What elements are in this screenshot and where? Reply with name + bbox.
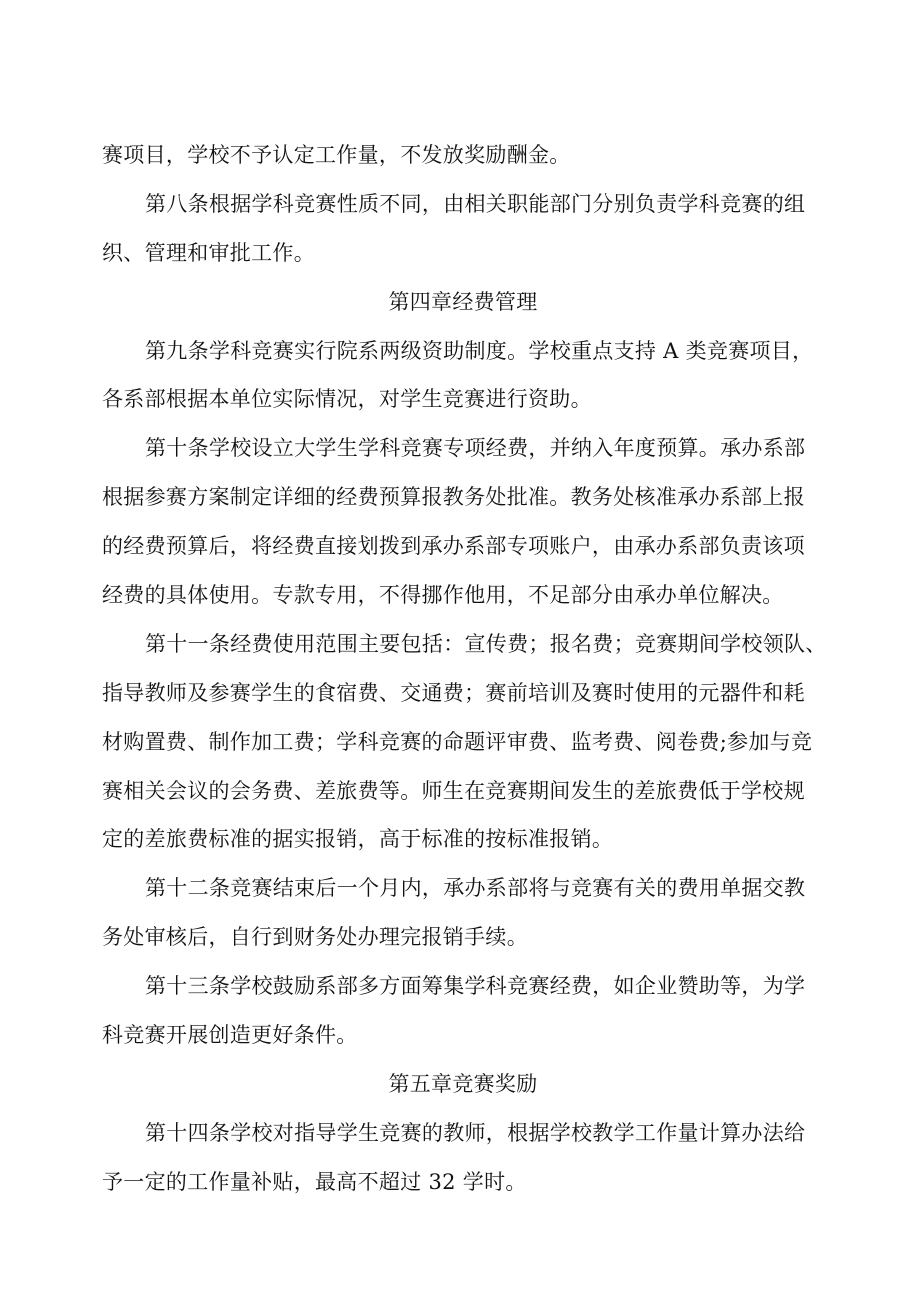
article-9-line-1: 第九条学科竞赛实行院系两级资助制度。学校重点支持 A 类竞赛项目， — [145, 338, 814, 363]
article-8-line-2: 织、管理和审批工作。 — [102, 240, 315, 265]
chapter-4-heading: 第四章经费管理 — [388, 289, 538, 314]
article-10-line-3: 的经费预算后，将经费直接划拨到承办系部专项账户，由承办系部负责该项 — [102, 534, 805, 559]
article-9-line-2: 各系部根据本单位实际情况，对学生竞赛进行资助。 — [102, 387, 592, 412]
article-11-line-3: 材购置费、制作加工费；学科竞赛的命题评审费、监考费、阅卷费;参加与竞 — [102, 729, 813, 754]
article-10-line-4: 经费的具体使用。专款专用，不得挪作他用，不足部分由承办单位解决。 — [102, 583, 784, 608]
article-13-line-1: 第十三条学校鼓励系部多方面筹集学科竞赛经费，如企业赞助等，为学 — [145, 974, 806, 999]
article-10-line-2: 根据参赛方案制定详细的经费预算报教务处批准。教务处核准承办系部上报 — [102, 485, 805, 510]
article-11-line-4: 赛相关会议的会务费、差旅费等。师生在竞赛期间发生的差旅费低于学校规 — [102, 778, 805, 803]
article-10-line-1: 第十条学校设立大学生学科竞赛专项经费，并纳入年度预算。承办系部 — [145, 436, 806, 461]
article-12-line-2: 务处审核后，自行到财务处办理完报销手续。 — [102, 925, 528, 950]
article-11-line-1: 第十一条经费使用范围主要包括：宣传费；报名费；竞赛期间学校领队、 — [145, 631, 827, 656]
article-11-line-2: 指导教师及参赛学生的食宿费、交通费；赛前培训及赛时使用的元器件和耗 — [102, 680, 805, 705]
article-14-line-1: 第十四条学校对指导学生竞赛的教师，根据学校教学工作量计算办法给 — [145, 1120, 806, 1145]
text-line: 赛项目，学校不予认定工作量，不发放奖励酬金。 — [102, 143, 571, 167]
article-12-line-1: 第十二条竞赛结束后一个月内，承办系部将与竞赛有关的费用单据交教 — [145, 876, 806, 901]
article-13-line-2: 科竞赛开展创造更好条件。 — [102, 1023, 358, 1048]
article-14-line-2: 予一定的工作量补贴，最高不超过 32 学时。 — [102, 1169, 527, 1194]
chapter-5-heading: 第五章竞赛奖励 — [388, 1071, 538, 1096]
article-11-line-5: 定的差旅费标准的据实报销，高于标准的按标准报销。 — [102, 827, 614, 852]
article-8-line-1: 第八条根据学科竞赛性质不同，由相关职能部门分别负责学科竞赛的组 — [145, 191, 806, 216]
